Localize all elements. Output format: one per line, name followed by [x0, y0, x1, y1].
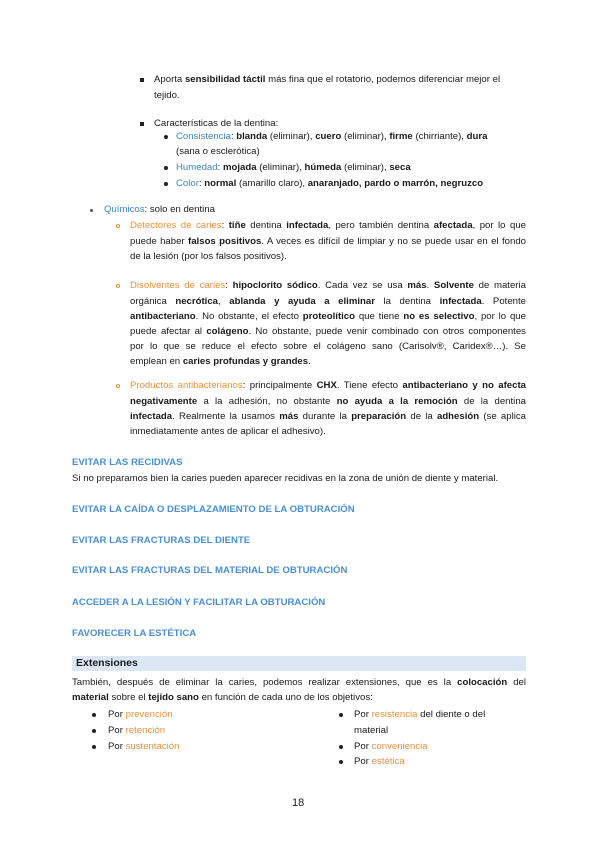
dot-bullet-icon — [90, 209, 93, 212]
por-sustentacion: Por sustentación — [108, 741, 180, 752]
dot-bullet-icon — [164, 135, 168, 139]
productos-line-1: Productos antibacterianos: principalmente CHX. Tiene efecto antibacteriano y no afecta — [130, 380, 527, 391]
productos-line-3: infectada. Realmente la usamos más durante la preparación de la adhesión (se aplica — [130, 411, 526, 422]
dot-bullet-icon — [92, 713, 96, 717]
dot-bullet-icon — [92, 745, 96, 749]
quimicos-line: Químicos: solo en dentina — [104, 204, 215, 215]
disolventes-line-5: por lo que se reduce el efecto sobre el colágeno sano (Carisolv®, Caridex®…). Se — [130, 341, 526, 352]
square-bullet-icon — [140, 78, 144, 82]
dot-bullet-icon — [339, 745, 343, 749]
por-estetica: Por estética — [354, 756, 405, 767]
disolventes-line-4: puede afectar al colágeno. No obstante, puede venir combinado con otros componentes — [130, 326, 526, 337]
productos-line-2: negativamente a la adhesión, no obstante no ayuda a la remoción de la dentina — [130, 396, 526, 407]
recidivas-text: Si no preparamos bien la caries pueden aparecer recidivas en la zona de unión de diente y material. — [72, 473, 499, 484]
color-line: Color: normal (amarillo claro), anaranjado, pardo o marrón, negruzco — [176, 178, 484, 189]
por-resistencia-cont: material — [354, 725, 389, 736]
detectores-line-1: Detectores de caries: tiñe dentina infectada, pero también dentina afectada, por lo que — [130, 220, 526, 231]
heading-recidivas: EVITAR LAS RECIDIVAS — [72, 457, 183, 468]
dot-bullet-icon — [164, 166, 168, 170]
circle-bullet-icon — [116, 284, 120, 288]
square-bullet-icon — [140, 122, 144, 126]
heading-estetica: FAVORECER LA ESTÉTICA — [72, 628, 197, 639]
circle-bullet-icon — [116, 384, 120, 388]
heading-fracturas-material: EVITAR LAS FRACTURAS DEL MATERIAL DE OBTURACIÓN — [72, 565, 348, 576]
dot-bullet-icon — [164, 182, 168, 186]
sensibilidad-line-1: Aporta sensibilidad táctil más fina que el rotatorio, podemos diferenciar mejor el — [154, 74, 501, 85]
extensiones-title: Extensiones — [76, 657, 138, 669]
por-retencion: Por retención — [108, 725, 166, 736]
heading-acceder: ACCEDER A LA LESIÓN Y FACILITAR LA OBTURACIÓN — [72, 597, 326, 608]
por-resistencia: Por resistencia del diente o del — [354, 709, 486, 720]
productos-line-4: inmediatamente antes de aplicar el adhesivo). — [130, 426, 326, 437]
circle-bullet-icon — [116, 224, 120, 228]
dot-bullet-icon — [92, 729, 96, 733]
disolventes-line-1: Disolventes de caries: hipoclorito sódico. Cada vez se usa más. Solvente de materia — [130, 280, 526, 291]
humedad-line: Humedad: mojada (eliminar), húmeda (eliminar), seca — [176, 162, 411, 173]
extensiones-heading-bar — [72, 656, 526, 671]
dot-bullet-icon — [339, 760, 343, 764]
consistencia-line: Consistencia: blanda (eliminar), cuero (eliminar), firme (chirriante), dura — [176, 131, 488, 142]
detectores-line-2: puede haber falsos positivos. A veces es difícil de limpiar y no se puede usar en el fondo — [130, 236, 526, 247]
dot-bullet-icon — [339, 713, 343, 717]
heading-fracturas-diente: EVITAR LAS FRACTURAS DEL DIENTE — [72, 535, 251, 546]
extensiones-p2: material sobre el tejido sano en función de cada uno de los objetivos: — [72, 692, 373, 703]
por-prevencion: Por prevención — [108, 709, 173, 720]
sensibilidad-line-2: tejido. — [154, 90, 180, 101]
heading-caida: EVITAR LA CAÍDA O DESPLAZAMIENTO DE LA OBTURACIÓN — [72, 504, 355, 515]
detectores-line-3: de la lesión (por los falsos positivos). — [130, 251, 287, 262]
disolventes-line-6: emplean en caries profundas y grandes. — [130, 356, 311, 367]
caracteristicas-dentina: Características de la dentina: — [154, 118, 279, 129]
consistencia-cont: (sana o esclerótica) — [176, 146, 260, 157]
disolventes-line-3: antibacteriano. No obstante, el efecto proteolítico que tiene no es selectivo, por lo que — [130, 311, 526, 322]
extensiones-p1: También, después de eliminar la caries, podemos realizar extensiones, que es la colocación del — [72, 677, 527, 688]
disolventes-line-2: orgánica necrótica, ablanda y ayuda a eliminar la dentina infectada. Potente — [130, 296, 526, 307]
por-conveniencia: Por conveniencia — [354, 741, 428, 752]
page-number: 18 — [292, 797, 305, 809]
